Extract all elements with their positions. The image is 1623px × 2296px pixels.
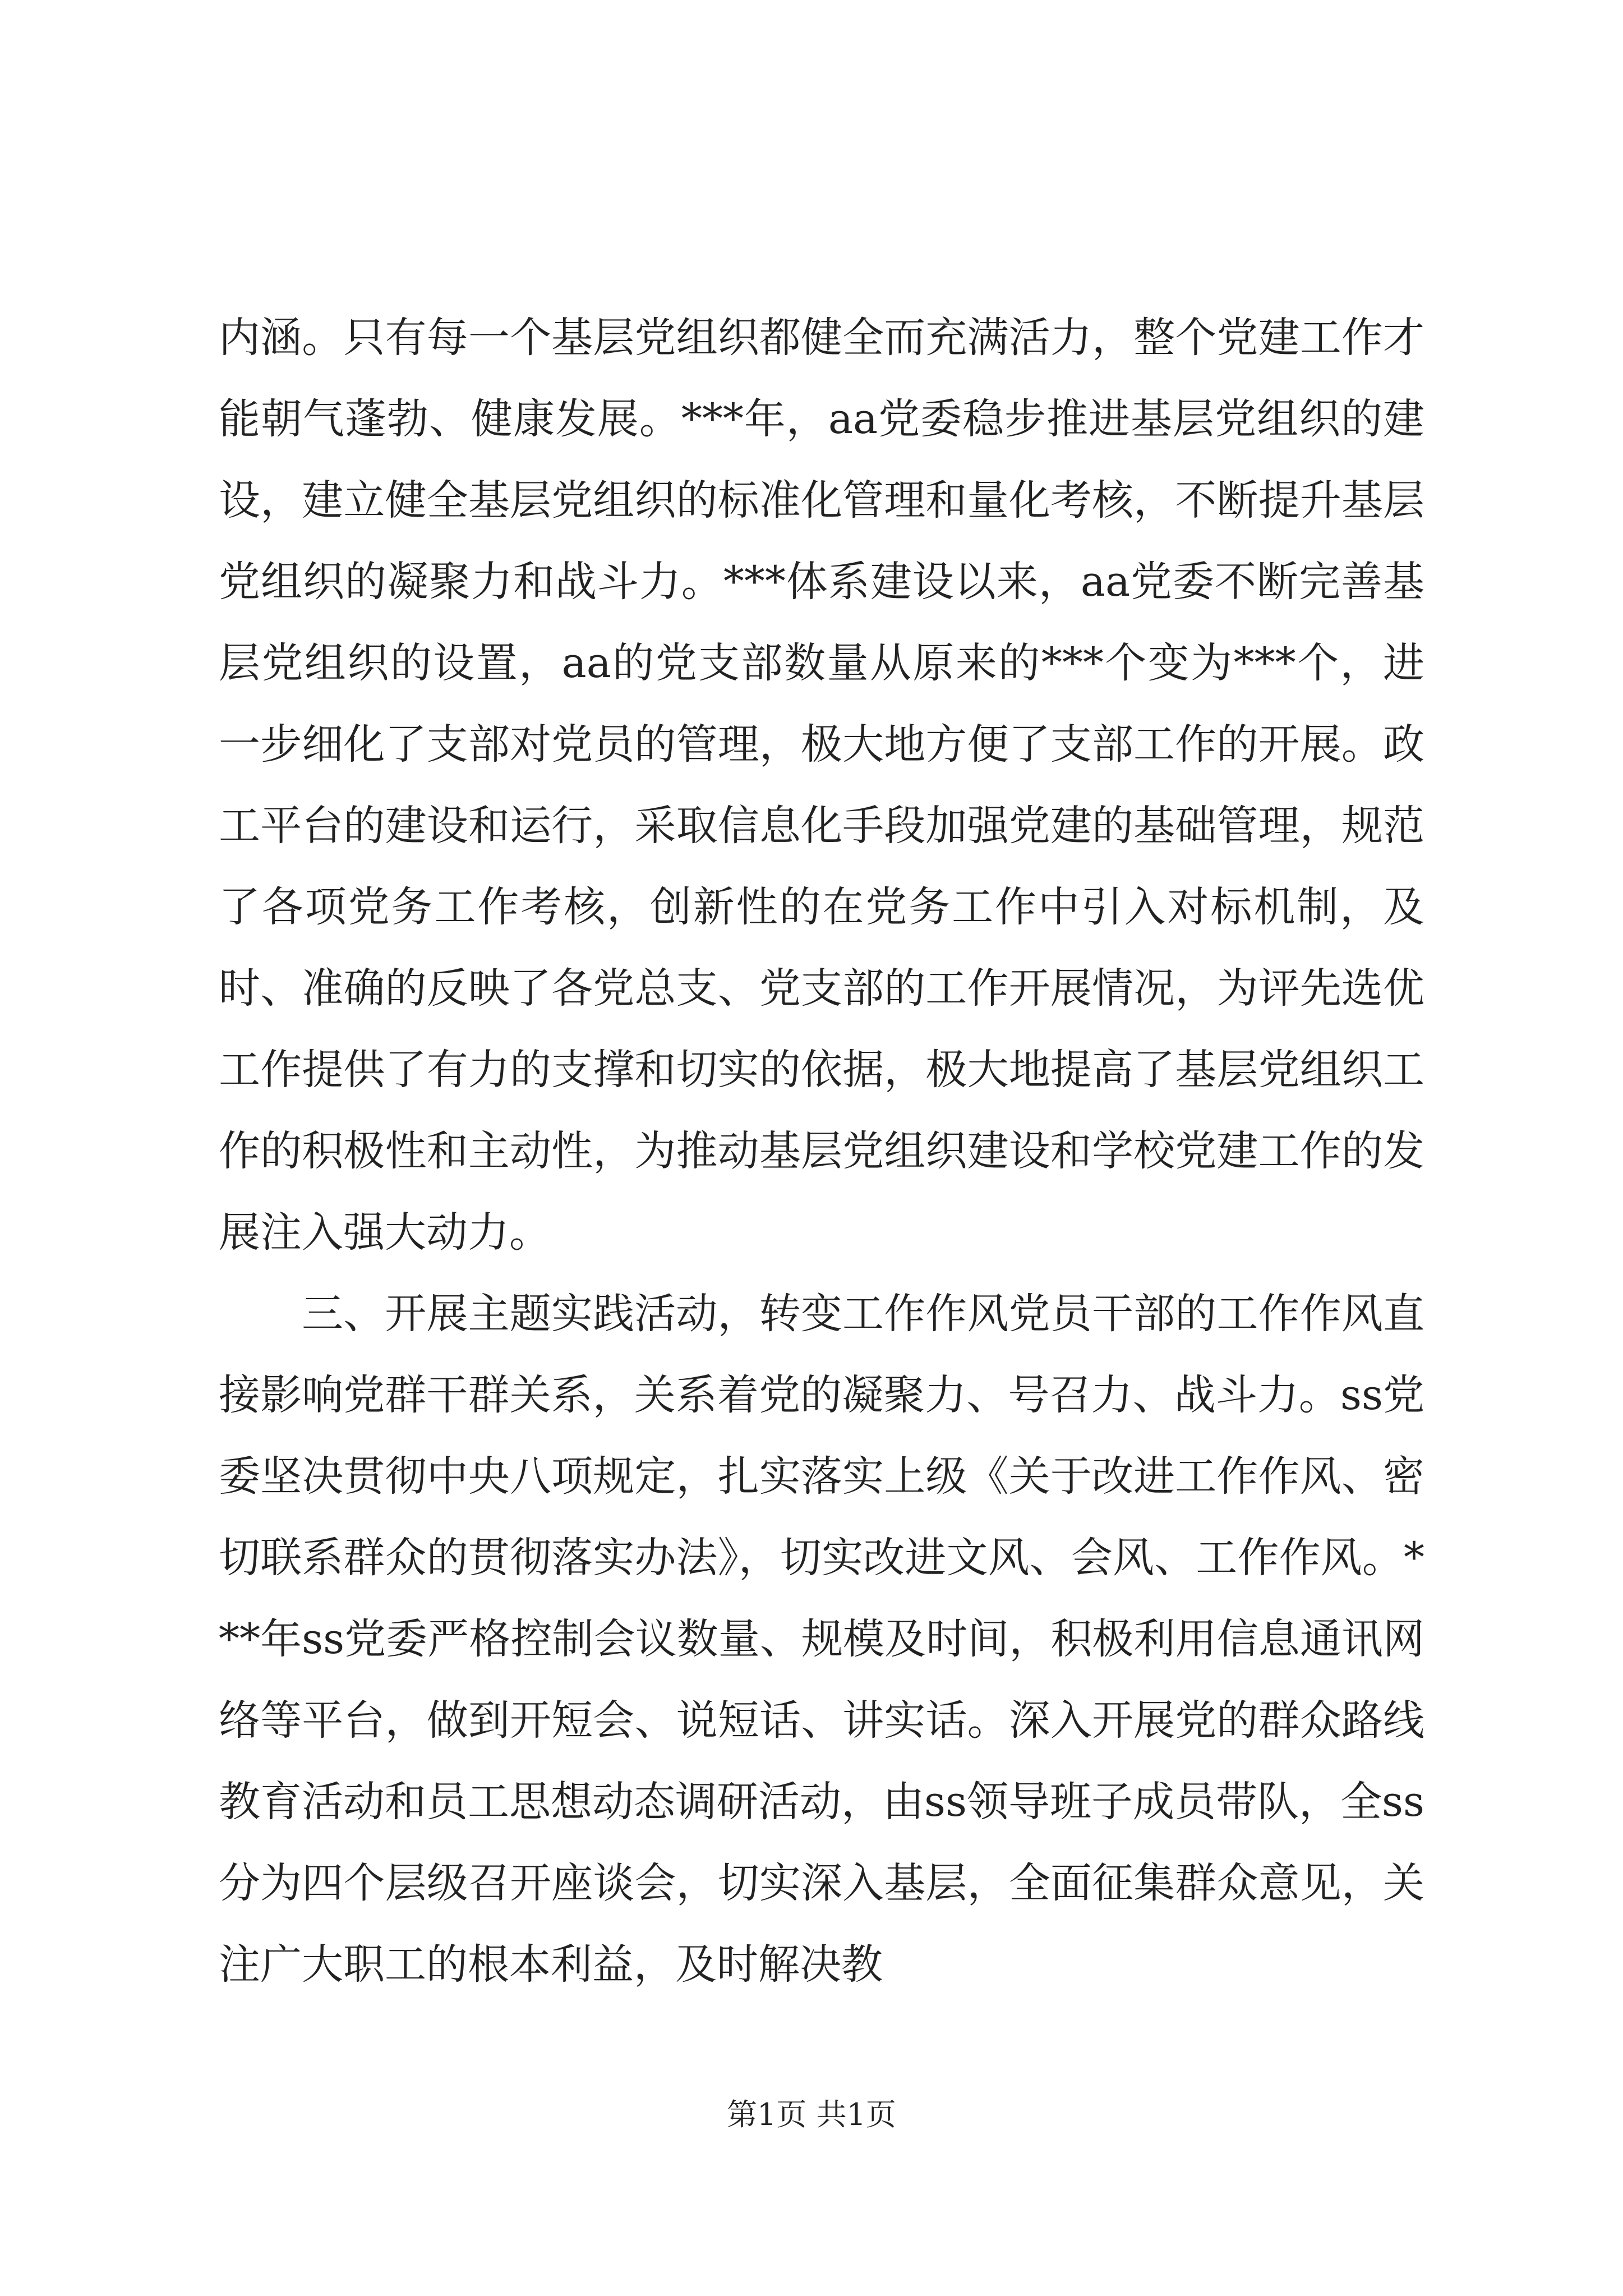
paragraph-continued: 内涵。只有每一个基层党组织都健全而充满活力，整个党建工作才能朝气蓬勃、健康发展。***年，aa党委稳步推进基层党组织的建设，建立健全基层党组织的标准化管理和量化考核，不断提升基层党组织的凝聚力和战斗力。***体系建设以来，aa党委不断完善基层党组织的设置，aa的党支部数量从原来的***个变为***个，进一步细化了支部对党员的管理，极大地方便了支部工作的开展。政工平台的建设和运行，采取信息化手段加强党建的基础管理，规范了各项党务工作考核，创新性的在党务工作中引入对标机制，及时、准确的反映了各党总支、党支部的工作开展情况，为评先选优工作提供了有力的支撑和切实的依据，极大地提高了基层党组织工作的积极性和主动性，为推动基层党组织建设和学校党建工作的发展注入强大动力。 [219, 314, 1424, 1257]
paragraph-section-three: 三、开展主题实践活动，转变工作作风党员干部的工作作风直接影响党群干群关系，关系着党的凝聚力、号召力、战斗力。ss党委坚决贯彻中央八项规定，扎实落实上级《关于改进工作作风、密切联系群众的贯彻落实办法》，切实改进文风、会风、工作作风。***年ss党委严格控制会议数量、规模及时间，积极利用信息通讯网络等平台，做到开短会、说短话、讲实话。深入开展党的群众路线教育活动和员工思想动态调研活动，由ss领导班子成员带队，全ss分为四个层级召开座谈会，切实深入基层，全面征集群众意见，关注广大职工的根本利益，及时解决教 [219, 1290, 1424, 1989]
document-body [219, 297, 1424, 2005]
page-footer: 第1页 共1页 [727, 2097, 896, 2132]
